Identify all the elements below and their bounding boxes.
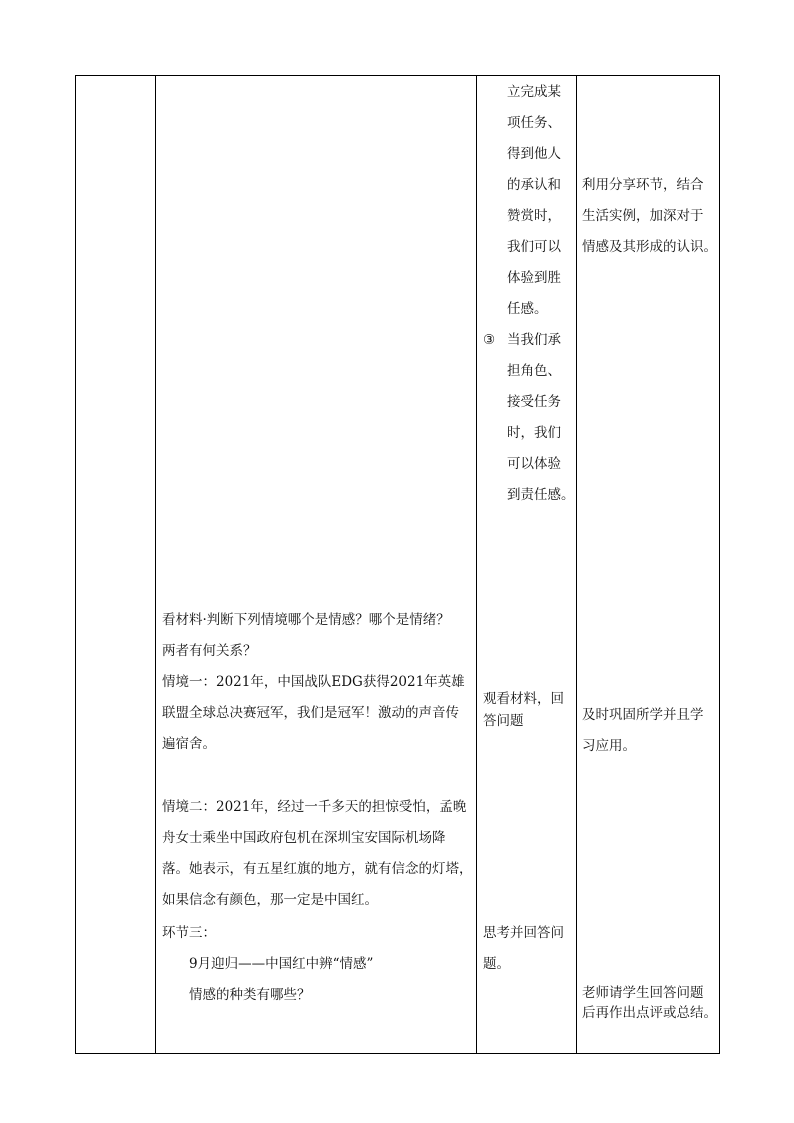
- design-intent-text: 及时巩固所学并且学: [582, 707, 704, 723]
- list-item: 当我们承: [507, 332, 561, 348]
- list-item: 可以体验: [507, 456, 561, 472]
- list-item: 体验到胜: [507, 270, 561, 286]
- situation-one-text: 遍宿舍。: [162, 736, 216, 752]
- design-intent-text: 情感及其形成的认识。: [582, 239, 717, 255]
- student-activity-text: 题。: [483, 956, 510, 972]
- list-item: 任感。: [507, 301, 548, 317]
- list-item: 接受任务: [507, 394, 561, 410]
- situation-prompt: 两者有何关系？: [162, 643, 257, 659]
- design-intent-text: 后再作出点评或总结。: [582, 1005, 717, 1021]
- situation-two-text: 情境二：2021年，经过一千多天的担惊受怕，孟晚: [162, 799, 467, 815]
- design-intent-text: 习应用。: [582, 738, 636, 754]
- list-item: 立完成某: [507, 84, 561, 100]
- column-divider-1: [155, 76, 156, 1053]
- list-item: 的承认和: [507, 177, 561, 193]
- item-marker: ③: [483, 332, 496, 348]
- situation-two-text: 舟女士乘坐中国政府包机在深圳宝安国际机场降: [162, 830, 446, 846]
- situation-two-text: 落。她表示，有五星红旗的地方，就有信念的灯塔，: [162, 861, 473, 877]
- section-three-question: 情感的种类有哪些？: [189, 987, 311, 1003]
- situation-two-text: 如果信念有颜色，那一定是中国红。: [162, 892, 378, 908]
- list-item: 赞赏时，: [507, 208, 561, 224]
- list-item: 担角色、: [507, 363, 561, 379]
- list-item: 项任务、: [507, 115, 561, 131]
- list-item: 到责任感。: [507, 487, 575, 503]
- student-activity-text: 答问题: [483, 713, 524, 729]
- list-item: 得到他人: [507, 146, 561, 162]
- column-divider-3: [576, 76, 577, 1053]
- situation-one-text: 情境一：2021年，中国战队EDG获得2021年英雄: [162, 674, 465, 690]
- design-intent-text: 利用分享环节，结合: [582, 177, 704, 193]
- section-three-title: 9月迎归——中国红中辨“情感”: [189, 956, 374, 972]
- situation-prompt: 看材料·判断下列情境哪个是情感？哪个是情绪？: [162, 612, 450, 628]
- student-activity-text: 观看材料，回: [483, 691, 564, 707]
- design-intent-text: 生活实例，加深对于: [582, 208, 704, 224]
- list-item: 我们可以: [507, 239, 561, 255]
- list-item: 时，我们: [507, 425, 561, 441]
- situation-one-text: 联盟全球总决赛冠军，我们是冠军！激动的声音传: [162, 705, 459, 721]
- design-intent-text: 老师请学生回答问题: [582, 985, 704, 1001]
- student-activity-text: 思考并回答问: [483, 925, 564, 941]
- section-three-label: 环节三：: [162, 925, 216, 941]
- column-divider-2: [476, 76, 477, 1053]
